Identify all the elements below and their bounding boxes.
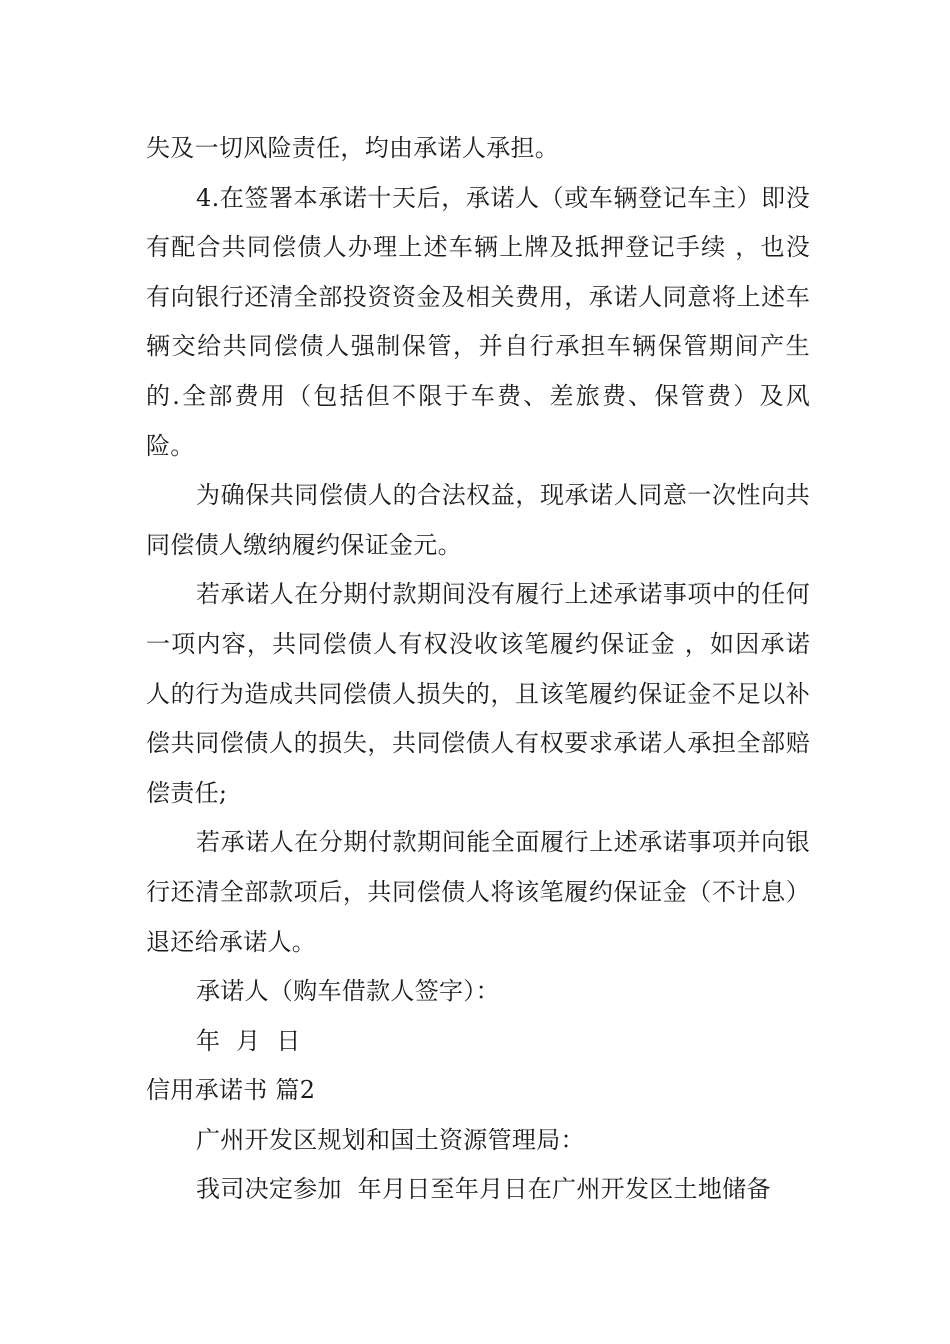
paragraph-intro: 我司决定参加 年月日至年月日在广州开发区土地储备	[196, 1175, 771, 1204]
signature-line: 承诺人（购车借款人签字）：	[196, 977, 500, 1006]
paragraph-breach: 若承诺人在分期付款期间没有履行上述承诺事项中的任何一项内容，共同偿债人有权没收该笔履约保证金 ，如因承诺人的行为造成共同偿债人损失的，且该笔履约保证金不足以补偿共同偿债人的损失，共同偿债人有权要求承诺人承担全部赔偿责任;	[146, 580, 810, 807]
paragraph-clause-4: 4.在签署本承诺十天后，承诺人（或车辆登记车主）即没有配合共同偿债人办理上述车辆上牌及抵押登记手续 ，也没有向银行还清全部投资资金及相关费用，承诺人同意将上述车辆交给共同偿债人强制保管，并自行承担车辆保管期间产生的.全部费用（包括但不限于车费、差旅费、保管费）及风险。	[146, 183, 810, 460]
date-line: 年 月 日	[196, 1026, 301, 1055]
paragraph-refund: 若承诺人在分期付款期间能全面履行上述承诺事项并向银行还清全部款项后，共同偿债人将该笔履约保证金（不计息）退还给承诺人。	[146, 828, 810, 956]
section-heading: 信用承诺书 篇2	[146, 1076, 316, 1105]
paragraph-deposit: 为确保共同偿债人的合法权益，现承诺人同意一次性向共同偿债人缴纳履约保证金元。	[146, 481, 810, 559]
paragraph-loss-liability: 失及一切风险责任，均由承诺人承担。	[146, 134, 560, 162]
document-page	[146, 124, 810, 1215]
paragraph-addressee: 广州开发区规划和国土资源管理局：	[196, 1125, 585, 1154]
